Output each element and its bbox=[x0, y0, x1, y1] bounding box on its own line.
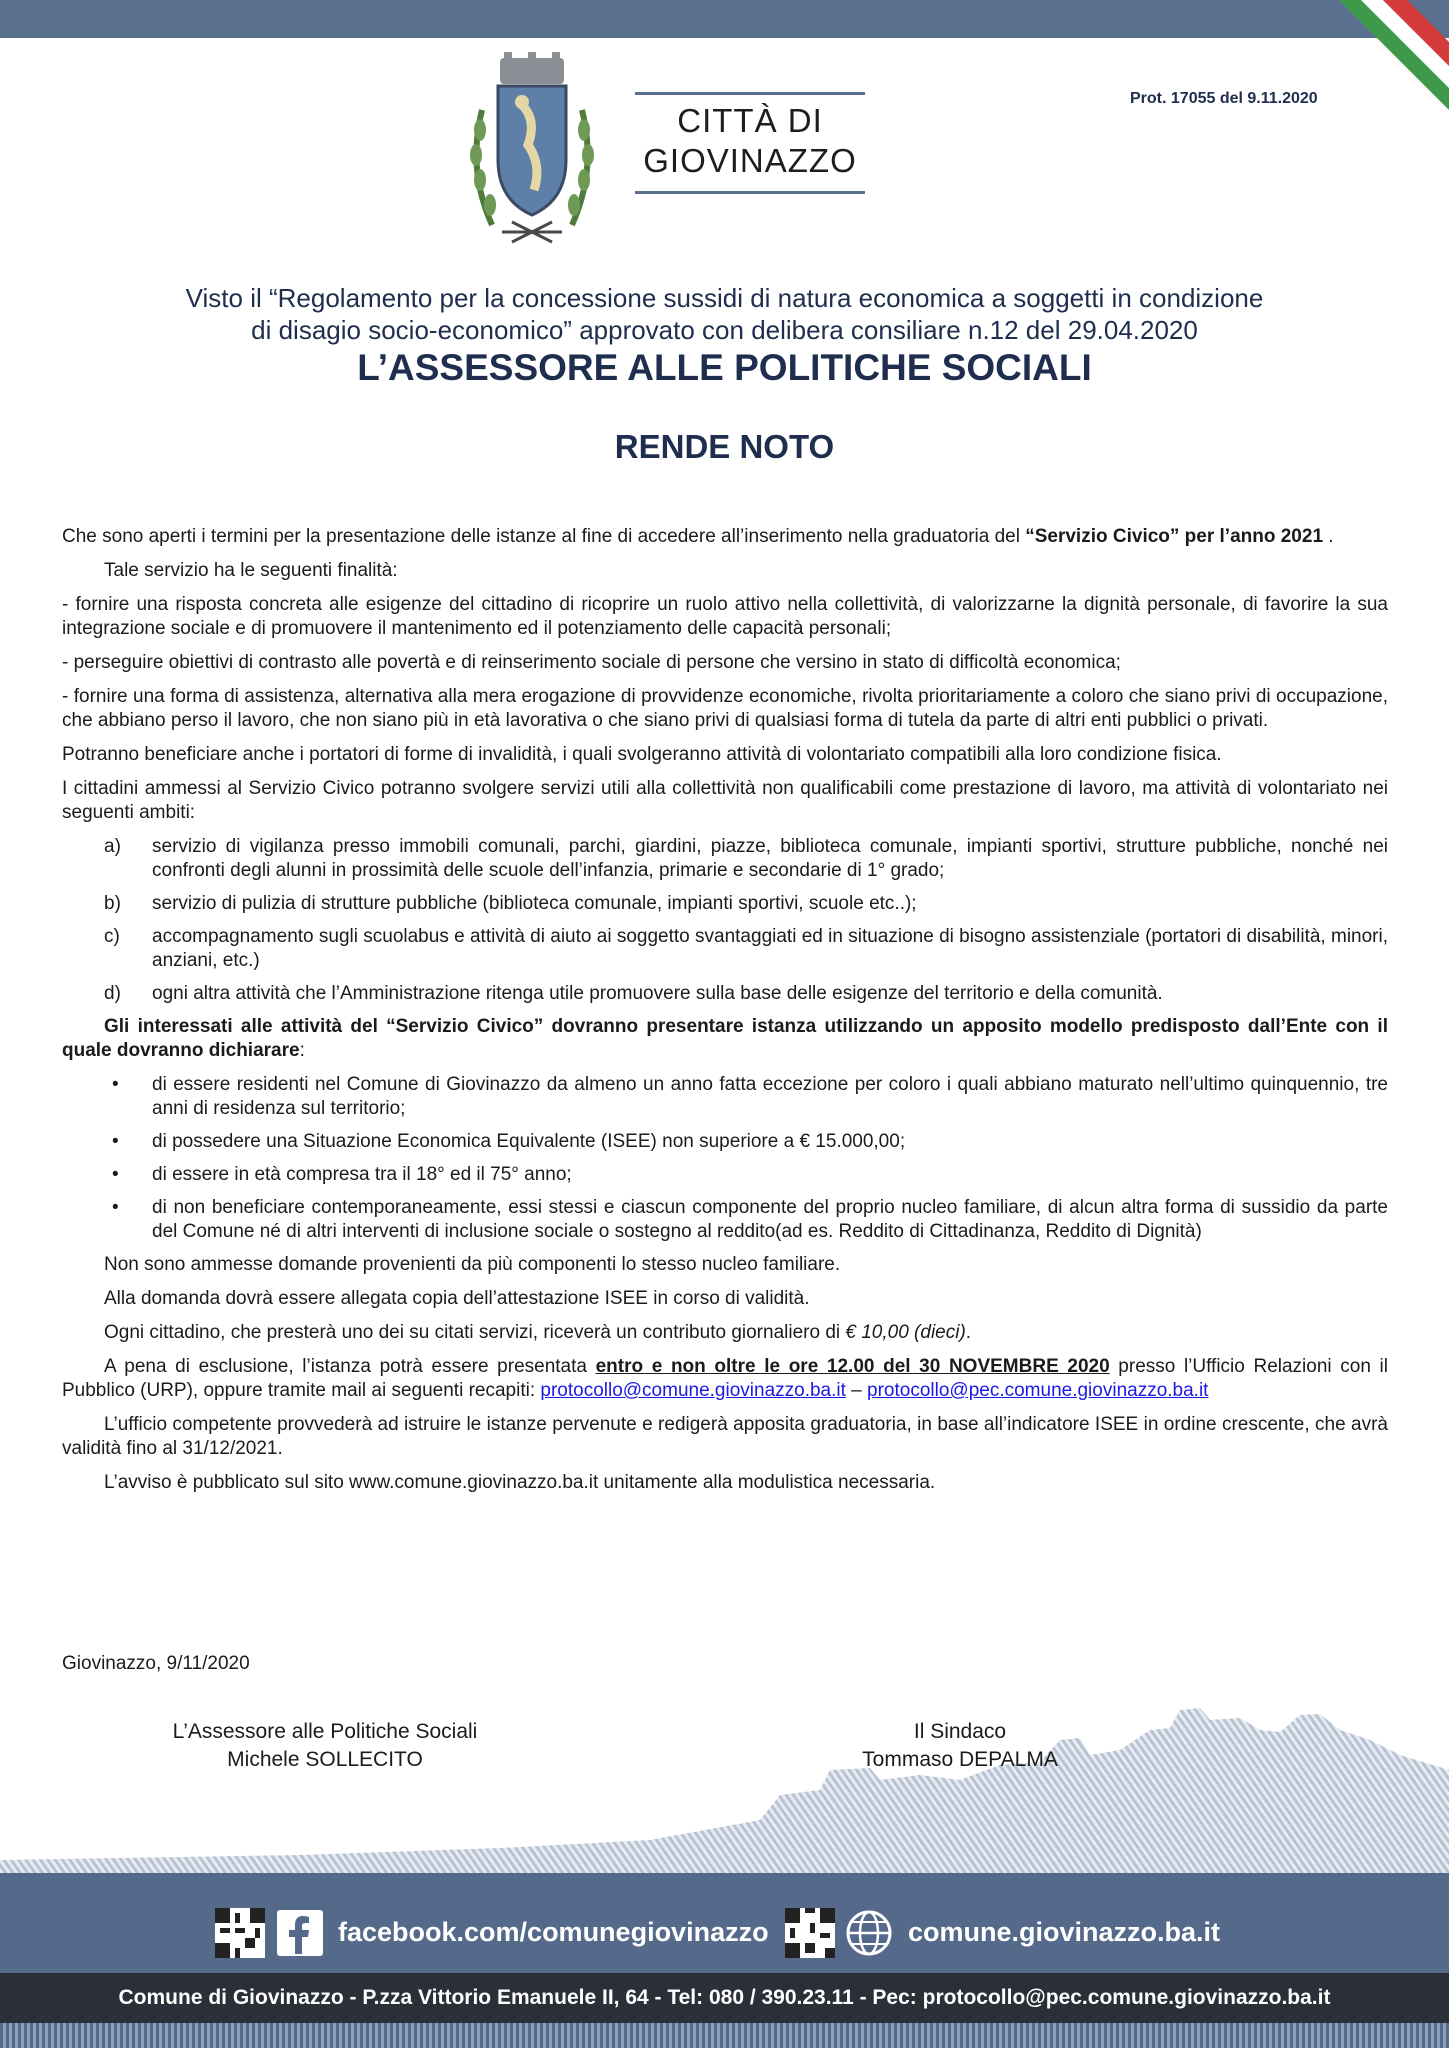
website-link[interactable]: comune.giovinazzo.ba.it bbox=[908, 1917, 1221, 1947]
protocol-number: Prot. 17055 del 9.11.2020 bbox=[1130, 90, 1318, 107]
signature-sindaco bbox=[810, 1718, 1110, 1774]
list-item-text: servizio di vigilanza presso immobili comunali, parchi, giardini, piazze, biblioteca comunale, impianti sportivi, strutture pubbliche, nonché nei confronti degli alunni in prossimità delle scuole dell’infanzia, primarie e secondarie di 1° grado; bbox=[152, 836, 1388, 881]
contribution-amount: € 10,00 (dieci) bbox=[845, 1322, 966, 1343]
top-header-band bbox=[0, 0, 1449, 38]
paragraph-application-bold: Gli interessati alle attività del “Servizio Civico” dovranno presentare istanza utilizzando un apposito modello predisposto dall’Ente con il quale dovranno dichiarare bbox=[62, 1016, 1388, 1061]
globe-icon[interactable] bbox=[846, 1910, 892, 1956]
deadline-date: entro e non oltre le ore 12.00 del 30 NOVEMBRE 2020 bbox=[595, 1356, 1110, 1377]
email-pec-link[interactable]: protocollo@pec.comune.giovinazzo.ba.it bbox=[867, 1380, 1209, 1401]
paragraph-terms-open-text: Che sono aperti i termini per la presentazione delle istanze al fine di accedere all’inserimento nella graduatoria del bbox=[62, 526, 1026, 547]
email-separator: – bbox=[845, 1380, 868, 1401]
paragraph-application-end: : bbox=[299, 1040, 305, 1061]
paragraph-purpose-3: - fornire una forma di assistenza, alternativa alla mera erogazione di provvidenze economiche, rivolta prioritariamente a coloro che siano privi di occupazione, che abbiano perso il lavoro, che non siano più in età lavorativa o che siano privi di qualsiasi forma di tutela da parte di altri enti pubblici o privati. bbox=[62, 686, 1388, 731]
regulation-intro bbox=[60, 282, 1389, 346]
email-protocollo-link[interactable]: protocollo@comune.giovinazzo.ba.it bbox=[540, 1380, 846, 1401]
bullet-marker: • bbox=[112, 1197, 119, 1218]
list-marker: b) bbox=[104, 893, 121, 914]
list-item bbox=[62, 982, 1388, 1006]
notice-body bbox=[62, 525, 1388, 1505]
facebook-link[interactable]: facebook.com/comunegiovinazzo bbox=[338, 1917, 769, 1947]
city-name-line1: CITTÀ DI bbox=[677, 102, 823, 139]
paragraph-no-multiple: Non sono ammesse domande provenienti da più componenti lo stesso nucleo familiare. bbox=[104, 1254, 841, 1275]
paragraph-purpose-2: - perseguire obiettivi di contrasto alle povertà e di reinserimento sociale di persone che versino in stato di difficoltà economica; bbox=[62, 652, 1121, 673]
signature-assessore bbox=[140, 1718, 510, 1774]
paragraph-contribution bbox=[62, 1321, 1388, 1345]
paragraph-terms-open bbox=[62, 525, 1388, 549]
regulation-intro-line1: Visto il “Regolamento per la concessione sussidi di natura economica a soggetti in condizione bbox=[185, 283, 1264, 313]
list-item-text: di non beneficiare contemporaneamente, essi stessi e ciascun componente del proprio nucleo familiare, di alcun altra forma di sussidio da parte del Comune né di altri interventi di inclusione sociale o sostegno al reddito(ad es. Reddito di Cittadinanza, Reddito di Dignità) bbox=[152, 1197, 1388, 1242]
qr-code-icon bbox=[785, 1908, 835, 1958]
paragraph-deadline-start: A pena di esclusione, l’istanza potrà essere presentata bbox=[104, 1356, 596, 1377]
facebook-icon[interactable] bbox=[277, 1910, 323, 1956]
italian-flag-ribbon-icon bbox=[1299, 0, 1449, 130]
assessore-title: L’ASSESSORE ALLE POLITICHE SOCIALI bbox=[357, 347, 1092, 388]
paragraph-isee-copy: Alla domanda dovrà essere allegata copia dell’attestazione ISEE in corso di validità. bbox=[104, 1288, 810, 1309]
paragraph-purpose-1: - fornire una risposta concreta alle esigenze del cittadino di ricoprire un ruolo attivo nella collettività, di valorizzarne la dignità personale, di favorire la sua integrazione sociale e di promuovere il mantenimento ed il potenziamento delle capacità personali; bbox=[62, 594, 1388, 639]
list-item-text: di essere in età compresa tra il 18° ed il 75° anno; bbox=[152, 1164, 572, 1185]
signature-sindaco-role: Il Sindaco bbox=[913, 1720, 1007, 1743]
city-name-line2: GIOVINAZZO bbox=[643, 142, 857, 179]
list-item bbox=[62, 1130, 1388, 1154]
qr-code-icon bbox=[215, 1908, 265, 1958]
list-item bbox=[62, 892, 1388, 916]
signature-assessore-name: Michele SOLLECITO bbox=[227, 1748, 423, 1771]
paragraph-areas-intro: I cittadini ammessi al Servizio Civico potranno svolgere servizi utili alla collettività non qualificabili come prestazione di lavoro, ma attività di volontariato nei seguenti ambiti: bbox=[62, 778, 1388, 823]
bullet-marker: • bbox=[112, 1074, 119, 1095]
city-name-bottom-rule bbox=[635, 191, 865, 194]
paragraph-contribution-text: Ogni cittadino, che presterà uno dei su citati servizi, riceverà un contributo giornaliero di bbox=[104, 1322, 846, 1343]
list-item-text: servizio di pulizia di strutture pubbliche (biblioteca comunale, impianti sportivi, scuole etc..); bbox=[152, 893, 917, 914]
list-item bbox=[62, 1163, 1388, 1187]
coat-of-arms-icon bbox=[462, 50, 602, 250]
list-marker: a) bbox=[104, 836, 121, 857]
paragraph-purposes-intro: Tale servizio ha le seguenti finalità: bbox=[104, 560, 398, 581]
list-item bbox=[62, 835, 1388, 883]
paragraph-invalidity: Potranno beneficiare anche i portatori di forme di invalidità, i quali svolgeranno attività di volontariato compatibili alla loro condizione fisica. bbox=[62, 744, 1222, 765]
paragraph-contribution-end: . bbox=[965, 1322, 972, 1343]
city-name-top-rule bbox=[635, 92, 865, 95]
paragraph-ranking: L’ufficio competente provvederà ad istruire le istanze pervenute e redigerà apposita graduatoria, in base all’indicatore ISEE in ordine crescente, che avrà validità fino al 31/12/2021. bbox=[62, 1414, 1388, 1459]
place-date: Giovinazzo, 9/11/2020 bbox=[62, 1653, 250, 1674]
list-item-text: accompagnamento sugli scuolabus e attività di aiuto ai soggetto svantaggiati ed in situazione di bisogno assistenziale (portatori di disabilità, minori, anziani, etc.) bbox=[152, 926, 1388, 971]
list-item-text: di possedere una Situazione Economica Equivalente (ISEE) non superiore a € 15.000,00; bbox=[152, 1131, 906, 1152]
paragraph-deadline-mid: presso l’Ufficio Relazioni con il Pubblico (URP), oppure tramite mail ai seguenti recapiti: bbox=[62, 1356, 1388, 1401]
paragraph-published: L’avviso è pubblicato sul sito www.comune.giovinazzo.ba.it unitamente alla modulistica necessaria. bbox=[104, 1472, 936, 1493]
bullet-marker: • bbox=[112, 1131, 119, 1152]
paragraph-deadline bbox=[62, 1355, 1388, 1403]
list-item bbox=[62, 1196, 1388, 1244]
list-marker: c) bbox=[104, 926, 120, 947]
contact-bar: Comune di Giovinazzo - P.zza Vittorio Emanuele II, 64 - Tel: 080 / 390.23.11 - Pec: protocollo@pec.comune.giovinazzo.ba.it bbox=[0, 1973, 1449, 2023]
signature-sindaco-name: Tommaso DEPALMA bbox=[862, 1748, 1058, 1771]
list-item bbox=[62, 925, 1388, 973]
list-marker: d) bbox=[104, 983, 121, 1004]
city-name-block bbox=[635, 92, 865, 194]
list-item bbox=[62, 1073, 1388, 1121]
list-item-text: di essere residenti nel Comune di Giovinazzo da almeno un anno fatta eccezione per coloro i quali abbiano maturato nell’ultimo quinquennio, tre anni di residenza sul territorio; bbox=[152, 1074, 1388, 1119]
bullet-marker: • bbox=[112, 1164, 119, 1185]
regulation-intro-line2: di disagio socio-economico” approvato con delibera consiliare n.12 del 29.04.2020 bbox=[251, 315, 1198, 345]
paragraph-terms-open-end: . bbox=[1323, 526, 1334, 547]
signature-assessore-role: L’Assessore alle Politiche Sociali bbox=[172, 1720, 478, 1743]
paragraph-application bbox=[62, 1015, 1388, 1063]
list-item-text: ogni altra attività che l’Amministrazione ritenga utile promuovere sulla base delle esigenze del territorio e della comunità. bbox=[152, 983, 1163, 1004]
bottom-stripes bbox=[0, 2023, 1449, 2048]
rende-noto-title: RENDE NOTO bbox=[614, 428, 835, 465]
servizio-civico-label: “Servizio Civico” per l’anno 2021 bbox=[1025, 526, 1324, 547]
